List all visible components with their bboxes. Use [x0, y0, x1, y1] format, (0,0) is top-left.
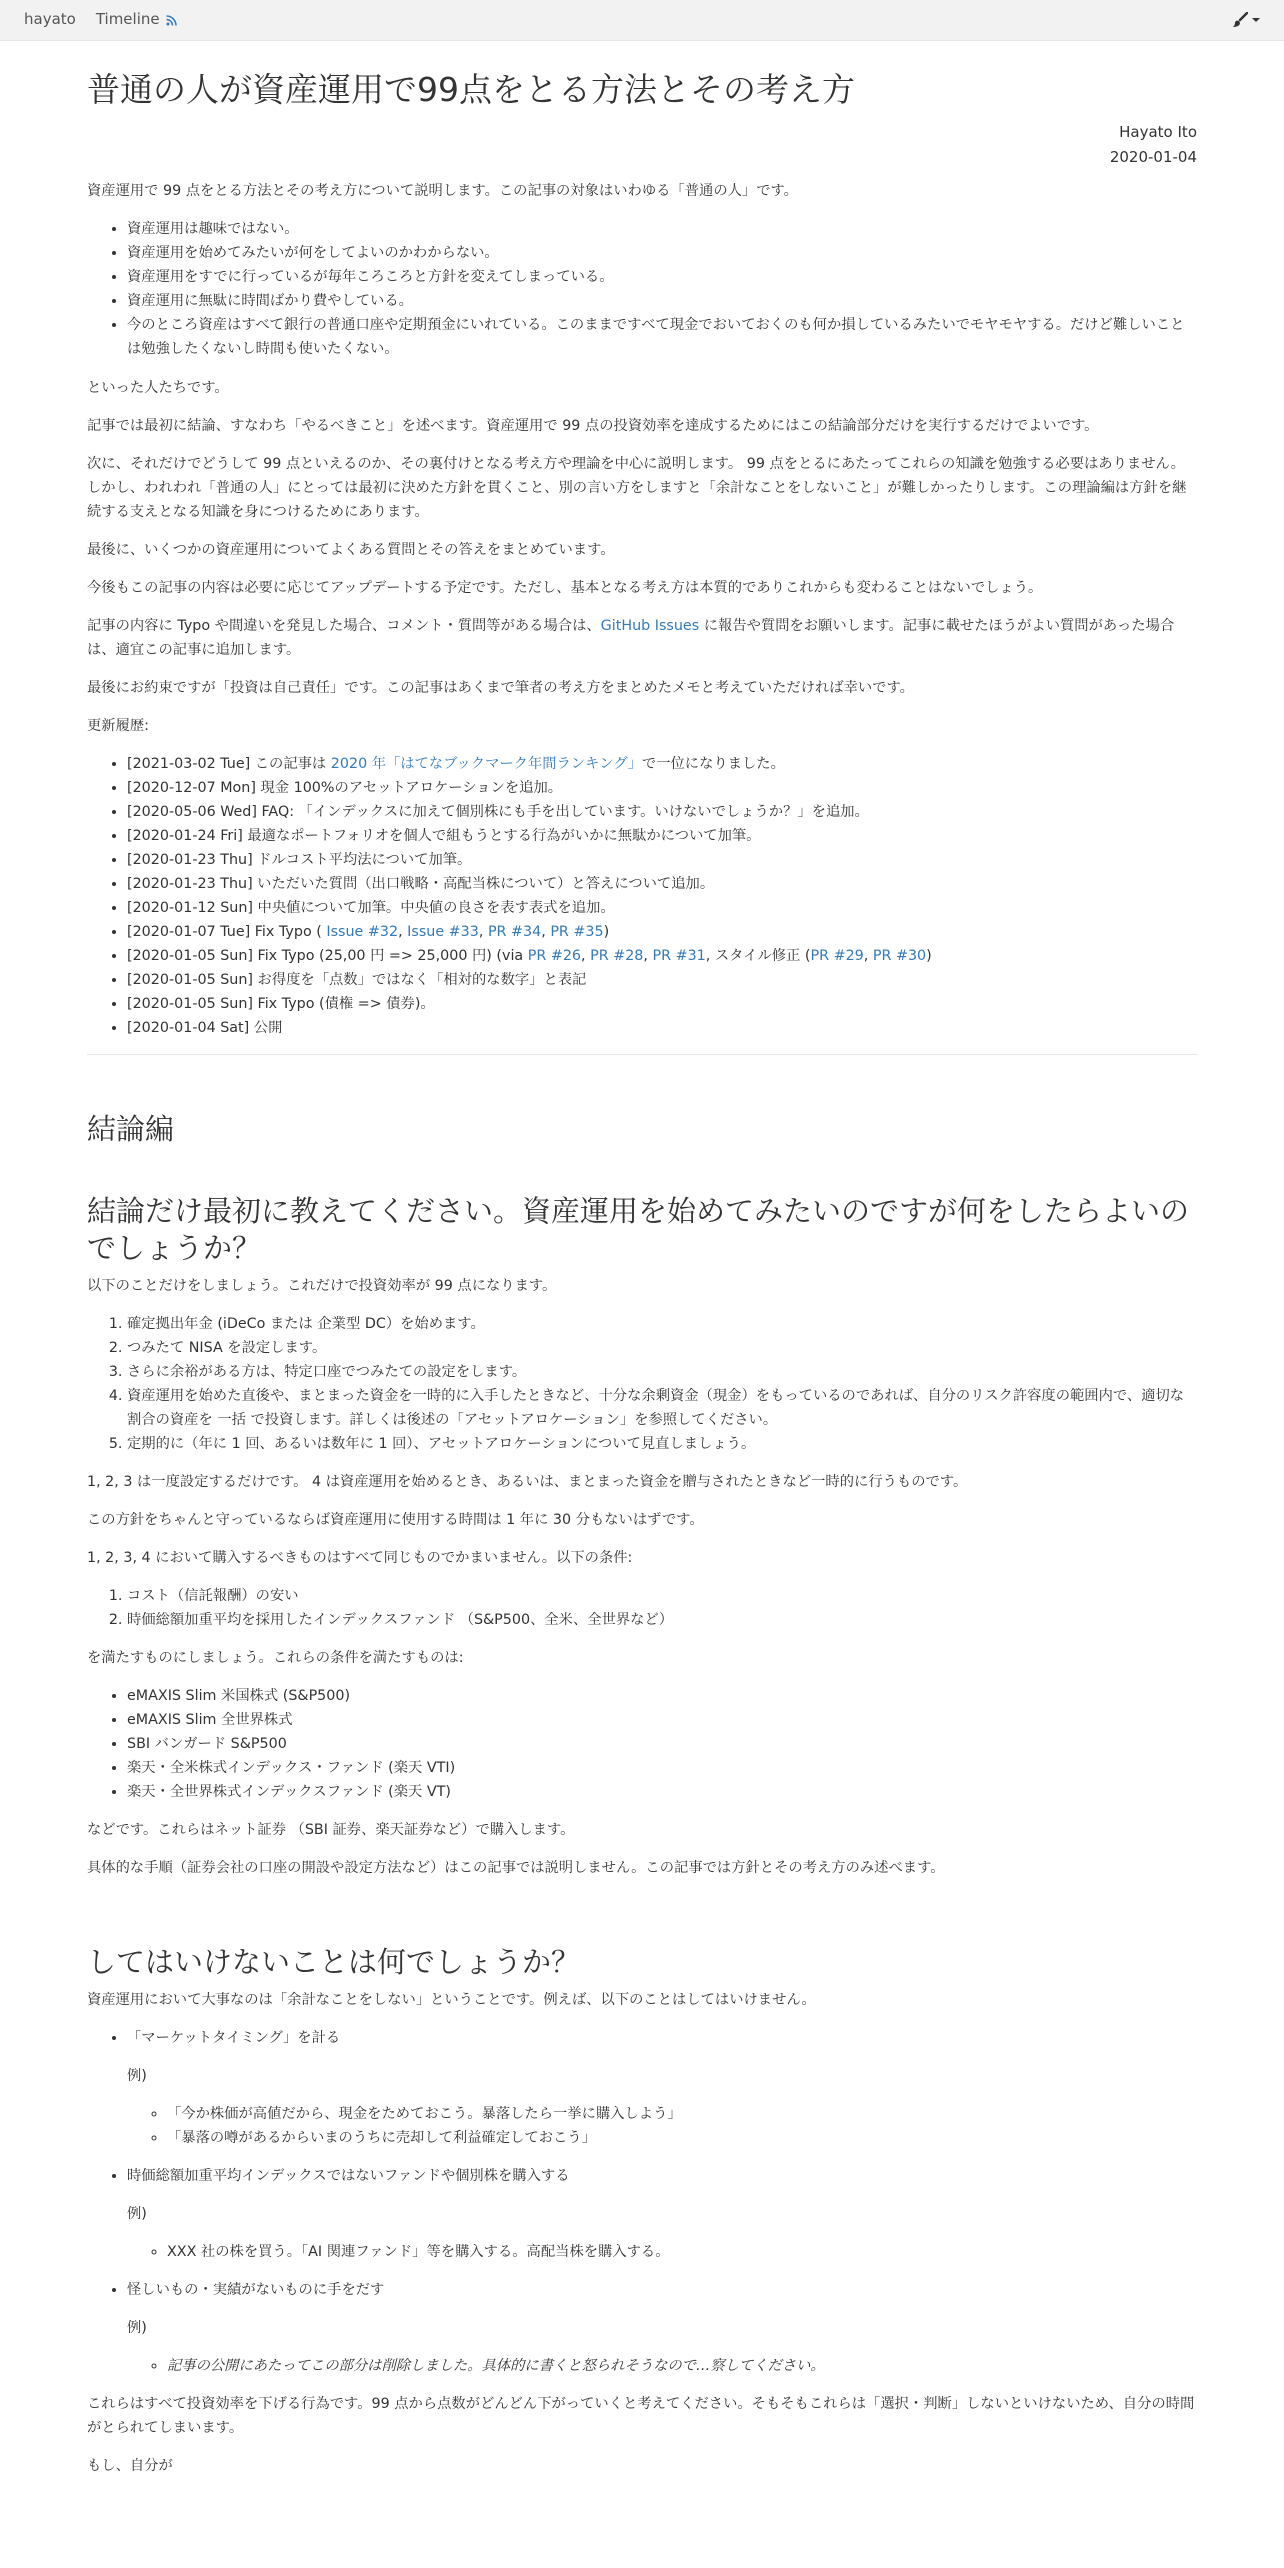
- pr-link[interactable]: PR #34: [487, 923, 542, 940]
- separator: ,: [643, 947, 653, 964]
- post-date: 2020-01-04: [1109, 147, 1197, 166]
- list-item: • [2020-05-06 Wed] FAQ: 「インデックスに加えて個別株にも手を出しています。いけないでしょうか？」を追加。: [127, 800, 1197, 824]
- separator: ,: [863, 947, 873, 964]
- author: Hayato Ito: [1119, 122, 1197, 141]
- text: [2021-03-02 Tue] この記事は: [127, 755, 331, 772]
- list-item: • 資産運用をすでに行っているが毎年ころころと方針を変えてしまっている。: [127, 265, 1197, 289]
- list-item: 2. 時価総額加重平均を採用したインデックスファンド （S&P500、全米、全世界など）: [127, 1608, 1197, 1632]
- list-item: ◦ 記事の公開にあたってこの部分は削除しました。具体的に書くと怒られそうなので…察してください。: [167, 2354, 1197, 2378]
- list-item: 2. つみたて NISA を設定します。: [127, 1336, 1197, 1360]
- list-item: 1. コスト（信託報酬）の安い: [127, 1584, 1197, 1608]
- list-item: • [2020-01-23 Thu] ドルコスト平均法について加筆。: [127, 848, 1197, 872]
- paragraph: などです。これらはネット証券 （SBI 証券、楽天証券など）で購入します。: [87, 1822, 575, 1839]
- spacer: [87, 1894, 1197, 1944]
- separator: ,: [541, 923, 551, 940]
- update-history-list: [87, 752, 1197, 1040]
- list-item: • [2020-01-24 Fri] 最適なポートフォリオを個人で組もうとする行為がいかに無駄かについて加筆。: [127, 824, 1197, 848]
- paragraph: 1, 2, 3, 4 において購入するべきものはすべて同じものでかまいません。以下の条件:: [87, 1550, 633, 1567]
- pr-link[interactable]: PR #29: [810, 947, 864, 964]
- paragraph: 次に、それだけでどうして 99 点といえるのか、その裏付けとなる考え方や理論を中心に説明します。 99 点をとるにあたってこれらの知識を勉強する必要はありません。しかし、われわれ「普通の人」にとっては最初に決めた方針を貫くこと、別の言い方をしますと「余計なことをしないこと」が難しかったりします。この理論編は方針を継続する支えとなる知識を身につけるためにあります。: [87, 455, 1187, 520]
- paragraph: 最後にお約束ですが「投資は自己責任」です。この記事はあくまで筆者の考え方をまとめたメモと考えていただければ幸いです。: [87, 679, 914, 696]
- text: ): [926, 947, 932, 964]
- pr-link[interactable]: PR #28: [590, 947, 644, 964]
- text: , スタイル修正 (: [705, 947, 811, 964]
- history-label: 更新履歴:: [87, 717, 150, 734]
- example-label: 例): [127, 2067, 147, 2084]
- github-issues-link[interactable]: GitHub Issues: [600, 617, 700, 634]
- list-item: • 今のところ資産はすべて銀行の普通口座や定期預金にいれている。このままですべて現金でおいておくのも何か損しているみたいでモヤモヤする。だけど難しいことは勉強したくないし時間も使いたくない。: [127, 313, 1197, 361]
- section-heading: 結論編: [87, 1111, 175, 1146]
- paragraph: [87, 614, 1197, 662]
- list-item: 4. 資産運用を始めた直後や、まとまった資金を一時的に入手したときなど、十分な余剰資金（現金）をもっているのであれば、自分のリスク許容度の範囲内で、適切な割合の資産を 一括 で投資します。詳しくは後述の「アセットアロケーション」を参照してください。: [127, 1384, 1197, 1432]
- text: [2020-01-07 Tue] Fix Typo (: [127, 923, 327, 940]
- text: に報告や質問をお願いします。記事に載せたほうがよい質問があった場合は、適宜この記事に追加します。: [87, 617, 1175, 658]
- article-container: [87, 41, 1197, 2478]
- separator: ,: [398, 923, 408, 940]
- pr-link[interactable]: PR #30: [872, 947, 927, 964]
- list-item: [127, 2164, 1197, 2264]
- list-item: • 楽天・全世界株式インデックスファンド (楽天 VT): [127, 1780, 1197, 1804]
- question-heading: してはいけないことは何でしょうか？: [87, 1945, 581, 1980]
- example-label: 例): [127, 2320, 147, 2337]
- list-item-text: • 怪しいもの・実績がないものに手をだす: [127, 2282, 385, 2299]
- theme-toggle-button[interactable]: [1232, 12, 1260, 28]
- list-item: [127, 752, 1197, 776]
- paintbrush-icon: [1232, 12, 1248, 28]
- steps-list: [87, 1312, 1197, 1456]
- list-item: • [2020-01-04 Sat] 公開: [127, 1016, 1197, 1040]
- timeline-label: Timeline: [95, 10, 160, 29]
- paragraph: 1, 2, 3 は一度設定するだけです。 4 は資産運用を始めるとき、あるいは、まとまった資金を贈与されたときなど一時的に行うものです。: [87, 1474, 968, 1491]
- list-item: ◦ 「今か株価が高値だから、現金をためておこう。暴落したら一挙に購入しよう」: [167, 2102, 1197, 2126]
- list-item: 1. 確定拠出年金 (iDeCo または 企業型 DC）を始めます。: [127, 1312, 1197, 1336]
- separator: ,: [478, 923, 488, 940]
- chevron-down-icon: [1252, 18, 1260, 22]
- list-item: • eMAXIS Slim 米国株式 (S&P500): [127, 1684, 1197, 1708]
- brand-link[interactable]: hayato: [24, 10, 76, 29]
- list-item: • [2020-12-07 Mon] 現金 100%のアセットアロケーションを追加。: [127, 776, 1197, 800]
- list-item: • [2020-01-23 Thu] いただいた質問（出口戦略・高配当株について）と答えについて追加。: [127, 872, 1197, 896]
- paragraph: 以下のことだけをしましょう。これだけで投資効率が 99 点になります。: [87, 1277, 557, 1294]
- list-item: • SBI バンガード S&P500: [127, 1732, 1197, 1756]
- example-list: [127, 2354, 1197, 2378]
- pr-link[interactable]: PR #26: [527, 947, 582, 964]
- example-list: [127, 2102, 1197, 2150]
- list-item: ◦ 「暴落の噂があるからいまのうちに売却して利益確定しておこう」: [167, 2126, 1197, 2150]
- text: [2020-01-05 Sun] Fix Typo (25,00 円 => 25,000 円) (via: [127, 947, 528, 964]
- pr-link[interactable]: PR #31: [652, 947, 706, 964]
- paragraph: 具体的な手順（証券会社の口座の開設や設定方法など）はこの記事では説明しません。この記事では方針とその考え方のみ述べます。: [87, 1860, 945, 1877]
- list-item: • 楽天・全米株式インデックス・ファンド (楽天 VTI): [127, 1756, 1197, 1780]
- list-item: • [2020-01-05 Sun] お得度を「点数」ではなく「相対的な数字」と表記: [127, 968, 1197, 992]
- question-heading: 結論だけ最初に教えてください。資産運用を始めてみたいのですが何をしたらよいのでしょうか？: [87, 1193, 1190, 1266]
- list-item: [127, 2278, 1197, 2378]
- rss-icon: [166, 15, 177, 26]
- post-meta: [87, 120, 1197, 170]
- list-item: [127, 920, 1197, 944]
- target-audience-list: [87, 217, 1197, 361]
- page-title: 普通の人が資産運用で99点をとる方法とその考え方: [87, 70, 855, 109]
- text: で一位になりました。: [641, 755, 785, 772]
- text: 記事の内容に Typo や間違いを発見した場合、コメント・質問等がある場合は、: [87, 617, 601, 634]
- paragraph: この方針をちゃんと守っているならば資産運用に使用する時間は 1 年に 30 分もないはずです。: [87, 1512, 704, 1529]
- conditions-list: [87, 1584, 1197, 1632]
- example-label: 例): [127, 2206, 147, 2223]
- list-item: 3. さらに余裕がある方は、特定口座でつみたての設定をします。: [127, 1360, 1197, 1384]
- intro-paragraph: 資産運用で 99 点をとる方法とその考え方について説明します。この記事の対象はいわゆる「普通の人」です。: [87, 183, 798, 200]
- list-item: ◦ XXX 社の株を買う。「AI 関連ファンド」等を購入する。高配当株を購入する。: [167, 2240, 1197, 2264]
- paragraph: 記事では最初に結論、すなわち「やるべきこと」を述べます。資産運用で 99 点の投資効率を達成するためにはこの結論部分だけを実行するだけでよいです。: [87, 417, 1099, 434]
- divider: [87, 1054, 1197, 1055]
- list-item: [127, 2026, 1197, 2150]
- list-item-text: • 「マーケットタイミング」を計る: [127, 2029, 341, 2046]
- list-item: • 資産運用は趣味ではない。: [127, 217, 1197, 241]
- list-item: 5. 定期的に（年に 1 回、あるいは数年に 1 回）、アセットアロケーションについて見直しましょう。: [127, 1432, 1197, 1456]
- dont-list: [87, 2026, 1197, 2378]
- paragraph: を満たすものにしましょう。これらの条件を満たすものは:: [87, 1650, 464, 1667]
- text: ): [603, 923, 610, 940]
- list-item: • [2020-01-12 Sun] 中央値について加筆。中央値の良さを表す表式を追加。: [127, 896, 1197, 920]
- paragraph: もし、自分が: [87, 2458, 173, 2475]
- list-item: • eMAXIS Slim 全世界株式: [127, 1708, 1197, 1732]
- list-item-text: • 時価総額加重平均インデックスではないファンドや個別株を購入する: [127, 2168, 570, 2184]
- timeline-link[interactable]: [96, 7, 177, 32]
- funds-list: [87, 1684, 1197, 1804]
- paragraph: 今後もこの記事の内容は必要に応じてアップデートする予定です。ただし、基本となる考え方は本質的でありこれからも変わることはないでしょう。: [87, 579, 1043, 596]
- paragraph: 最後に、いくつかの資産運用についてよくある質問とその答えをまとめています。: [87, 541, 615, 558]
- list-item: • [2020-01-05 Sun] Fix Typo (債権 => 債券)。: [127, 992, 1197, 1016]
- pr-link[interactable]: PR #35: [550, 923, 604, 940]
- list-item: [127, 944, 1197, 968]
- separator: ,: [581, 947, 591, 964]
- paragraph: 資産運用において大事なのは「余計なことをしない」ということです。例えば、以下のことはしてはいけません。: [87, 1991, 816, 2008]
- list-item: • 資産運用を始めてみたいが何をしてよいのかわからない。: [127, 241, 1197, 265]
- issue-link[interactable]: Issue #32: [326, 923, 399, 940]
- list-item: • 資産運用に無駄に時間ばかり費やしている。: [127, 289, 1197, 313]
- paragraph: これらはすべて投資効率を下げる行為です。99 点から点数がどんどん下がっていくと考えてください。そもそもこれらは「選択・判断」しないといけないため、自分の時間がとられてしまいます。: [87, 2396, 1195, 2437]
- example-list: [127, 2240, 1197, 2264]
- issue-link[interactable]: Issue #33: [407, 923, 479, 940]
- paragraph: といった人たちです。: [87, 379, 229, 396]
- ranking-link[interactable]: 2020 年「はてなブックマーク年間ランキング」: [330, 755, 642, 772]
- top-navbar: [0, 0, 1284, 41]
